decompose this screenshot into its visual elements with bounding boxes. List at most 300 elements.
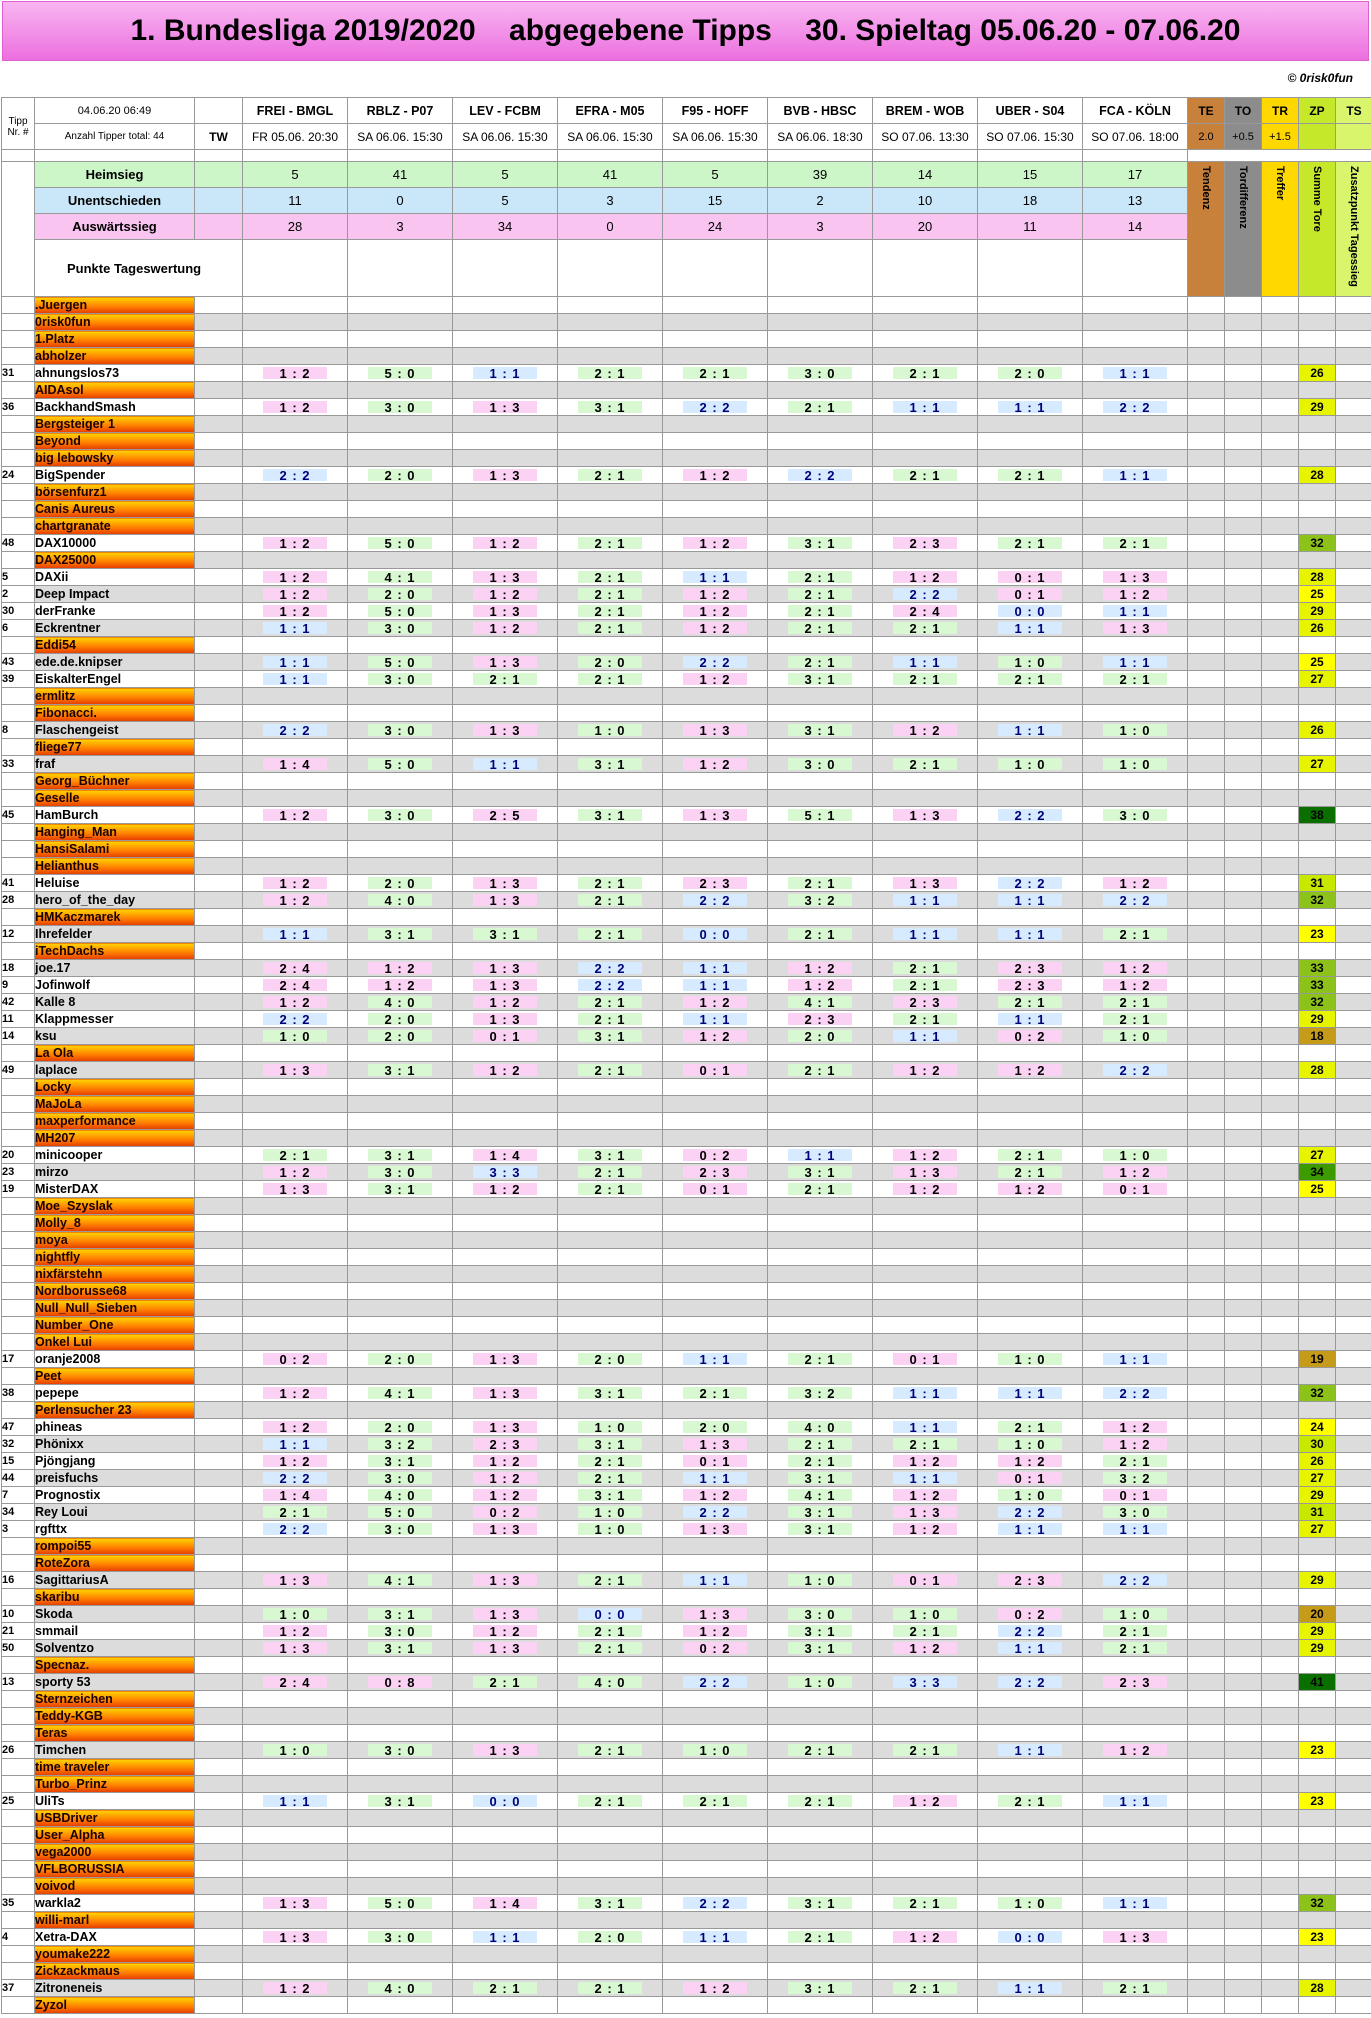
tipp-number: [2, 1079, 35, 1096]
tip-cell: [558, 1300, 663, 1317]
tip-cell: [873, 1997, 978, 2014]
tip-cell: [768, 1368, 873, 1385]
count-unentschieden: 11: [243, 188, 348, 214]
summe-tore-value: 27: [1299, 1470, 1336, 1487]
tip-score: 0 : 1: [683, 1064, 747, 1076]
player-row: [2, 1912, 1371, 1929]
tip-cell: [348, 994, 453, 1011]
tip-cell: [873, 1759, 978, 1776]
player-name: nixfärstehn: [35, 1266, 195, 1283]
tip-cell: [768, 331, 873, 348]
tip-cell: [978, 1402, 1083, 1419]
tipp-number: [2, 858, 35, 875]
extra-label: [1299, 162, 1336, 297]
tip-cell: [348, 552, 453, 569]
tip-cell: [978, 603, 1083, 620]
tip-score: 1 : 2: [683, 622, 747, 634]
tip-cell: [558, 688, 663, 705]
tip-cell: [453, 637, 558, 654]
tip-cell: [558, 1878, 663, 1895]
tip-cell: [1083, 1181, 1188, 1198]
tip-cell: [978, 1198, 1083, 1215]
summe-tore-value: 28: [1299, 569, 1336, 586]
tip-cell: [1083, 1844, 1188, 1861]
tip-cell: [768, 1640, 873, 1657]
tip-cell: [1083, 1776, 1188, 1793]
tipp-number: 5: [2, 569, 35, 586]
player-name: ede.de.knipser: [35, 654, 195, 671]
tip-score: 1 : 2: [893, 1183, 957, 1195]
tip-cell: [348, 1283, 453, 1300]
tip-cell: [663, 1113, 768, 1130]
player-row: [2, 518, 1371, 535]
tipp-number: [2, 1555, 35, 1572]
tip-cell: [873, 1776, 978, 1793]
tip-cell: [663, 1606, 768, 1623]
tip-score: 0 : 1: [893, 1353, 957, 1365]
player-row: [2, 1538, 1371, 1555]
tip-cell: [663, 1759, 768, 1776]
tip-cell: [243, 1572, 348, 1589]
tip-cell: [348, 399, 453, 416]
summe-tore-value: 19: [1299, 1351, 1336, 1368]
player-name: joe.17: [35, 960, 195, 977]
tip-cell: [348, 1470, 453, 1487]
tip-cell: [978, 1300, 1083, 1317]
tip-cell: [348, 1674, 453, 1691]
tip-cell: [873, 1708, 978, 1725]
tip-cell: [663, 1436, 768, 1453]
tip-cell: [558, 1351, 663, 1368]
tip-cell: [1083, 1895, 1188, 1912]
player-row: [2, 1878, 1371, 1895]
player-row: [2, 1436, 1371, 1453]
count-unentschieden: 15: [663, 188, 768, 214]
tip-score: 1 : 1: [263, 656, 327, 668]
tip-cell: [348, 1521, 453, 1538]
tip-cell: [873, 1572, 978, 1589]
tip-cell: [348, 1572, 453, 1589]
tip-cell: [873, 1266, 978, 1283]
player-name: Teddy-KGB: [35, 1708, 195, 1725]
player-row: [2, 1164, 1371, 1181]
player-row: [2, 858, 1371, 875]
tip-cell: [348, 1164, 453, 1181]
tip-cell: [348, 892, 453, 909]
tip-score: 3 : 1: [578, 1489, 642, 1501]
tip-cell: [978, 1776, 1083, 1793]
tip-cell: [1083, 909, 1188, 926]
player-name: willi-marl: [35, 1912, 195, 1929]
tip-cell: [243, 1283, 348, 1300]
tip-cell: [768, 1215, 873, 1232]
tip-cell: [1083, 654, 1188, 671]
player-name: Beyond: [35, 433, 195, 450]
tip-cell: [663, 688, 768, 705]
legend-auswaertssieg: Auswärtssieg: [35, 214, 195, 240]
tip-cell: [873, 484, 978, 501]
tipp-number: 12: [2, 926, 35, 943]
tip-score: 3 : 3: [473, 1166, 537, 1178]
tip-cell: [348, 1045, 453, 1062]
tip-cell: [873, 671, 978, 688]
tip-cell: [768, 1504, 873, 1521]
player-name: maxperformance: [35, 1113, 195, 1130]
player-name: Moe_Szyslak: [35, 1198, 195, 1215]
tipp-number: [2, 1198, 35, 1215]
tip-cell: [243, 1538, 348, 1555]
tip-cell: [768, 790, 873, 807]
player-row: [2, 1691, 1371, 1708]
tip-cell: [978, 688, 1083, 705]
tip-cell: [243, 399, 348, 416]
player-row: [2, 1215, 1371, 1232]
player-name: sporty 53: [35, 1674, 195, 1691]
tip-cell: [558, 1963, 663, 1980]
tip-cell: [1083, 1385, 1188, 1402]
tip-cell: [663, 501, 768, 518]
match-name: FREI - BMGL: [243, 98, 348, 124]
tip-cell: [348, 1623, 453, 1640]
tip-score: 1 : 2: [893, 1931, 957, 1943]
player-row: [2, 1929, 1371, 1946]
tip-score: 0 : 0: [998, 605, 1062, 617]
tip-cell: [663, 1215, 768, 1232]
tip-score: 3 : 2: [788, 894, 852, 906]
tip-score: 2 : 1: [893, 1982, 957, 1994]
tipp-number: 8: [2, 722, 35, 739]
tip-cell: [978, 994, 1083, 1011]
tip-score: 1 : 3: [473, 877, 537, 889]
player-row: [2, 603, 1371, 620]
player-row: [2, 807, 1371, 824]
tip-cell: [348, 1096, 453, 1113]
tipp-number: 20: [2, 1147, 35, 1164]
tip-cell: [558, 331, 663, 348]
tip-score: 2 : 4: [263, 1676, 327, 1688]
tip-cell: [978, 1691, 1083, 1708]
tip-cell: [978, 433, 1083, 450]
extra-label: [1225, 162, 1262, 297]
tip-cell: [978, 1912, 1083, 1929]
tip-cell: [663, 654, 768, 671]
summe-tore-value: 27: [1299, 1521, 1336, 1538]
tip-cell: [768, 841, 873, 858]
tip-cell: [978, 926, 1083, 943]
tip-score: 2 : 1: [893, 1897, 957, 1909]
tip-cell: [453, 1045, 558, 1062]
tip-cell: [348, 1419, 453, 1436]
tip-cell: [558, 1844, 663, 1861]
tip-score: 2 : 1: [893, 1438, 957, 1450]
tip-cell: [873, 926, 978, 943]
tip-cell: [1083, 569, 1188, 586]
tip-score: 1 : 2: [683, 1030, 747, 1042]
tip-score: 1 : 2: [893, 1523, 957, 1535]
summe-tore-value: 41: [1299, 1674, 1336, 1691]
tip-cell: [348, 518, 453, 535]
extra-vertical-label: Tendenz: [1200, 166, 1212, 210]
player-name: HMKaczmarek: [35, 909, 195, 926]
tip-cell: [348, 960, 453, 977]
summe-tore-value: 26: [1299, 620, 1336, 637]
tip-cell: [978, 1793, 1083, 1810]
tip-score: 1 : 1: [998, 1642, 1062, 1654]
tip-cell: [243, 1266, 348, 1283]
tip-score: 1 : 2: [473, 622, 537, 634]
tipp-number: [2, 705, 35, 722]
tip-score: 0 : 1: [473, 1030, 537, 1042]
tip-score: 1 : 2: [998, 1455, 1062, 1467]
tip-cell: [453, 1266, 558, 1283]
tip-cell: [348, 450, 453, 467]
tipp-number: 7: [2, 1487, 35, 1504]
tip-cell: [243, 1215, 348, 1232]
tip-score: 3 : 0: [368, 809, 432, 821]
tip-cell: [1083, 1963, 1188, 1980]
tipp-number: [2, 1861, 35, 1878]
tip-cell: [978, 1674, 1083, 1691]
player-name: vega2000: [35, 1844, 195, 1861]
summe-tore-value: 30: [1299, 1436, 1336, 1453]
tip-cell: [1083, 1113, 1188, 1130]
tip-score: 1 : 2: [473, 1625, 537, 1637]
tip-cell: [348, 1997, 453, 2014]
tip-cell: [1083, 1946, 1188, 1963]
player-name: MaJoLa: [35, 1096, 195, 1113]
player-name: EiskalterEngel: [35, 671, 195, 688]
tip-score: 3 : 3: [893, 1676, 957, 1688]
summe-tore-value: 23: [1299, 1742, 1336, 1759]
tip-score: 1 : 1: [1103, 367, 1167, 379]
tip-cell: [978, 450, 1083, 467]
tipp-number: [2, 841, 35, 858]
tip-score: 3 : 0: [368, 1166, 432, 1178]
tip-cell: [873, 1844, 978, 1861]
tip-score: 1 : 2: [473, 996, 537, 1008]
tipp-number: [2, 1249, 35, 1266]
player-row: [2, 620, 1371, 637]
tip-cell: [1083, 399, 1188, 416]
tip-cell: [873, 1623, 978, 1640]
tip-cell: [663, 433, 768, 450]
tip-score: 4 : 1: [788, 996, 852, 1008]
player-name: minicooper: [35, 1147, 195, 1164]
tip-cell: [978, 1759, 1083, 1776]
tip-score: 2 : 1: [893, 622, 957, 634]
tip-cell: [663, 620, 768, 637]
tipp-number: [2, 1997, 35, 2014]
tip-cell: [348, 688, 453, 705]
tip-score: 1 : 3: [1103, 1931, 1167, 1943]
player-row: [2, 382, 1371, 399]
tip-cell: [768, 1827, 873, 1844]
player-row: [2, 569, 1371, 586]
player-name: big lebowsky: [35, 450, 195, 467]
tip-cell: [453, 1453, 558, 1470]
tip-cell: [1083, 1130, 1188, 1147]
player-row: [2, 960, 1371, 977]
player-name: Fibonacci.: [35, 705, 195, 722]
tip-score: 1 : 2: [683, 1489, 747, 1501]
tip-cell: [558, 1079, 663, 1096]
tip-score: 1 : 2: [998, 1183, 1062, 1195]
tip-cell: [243, 705, 348, 722]
tip-cell: [768, 399, 873, 416]
tip-score: 2 : 1: [683, 367, 747, 379]
tip-score: 1 : 3: [1103, 622, 1167, 634]
tip-score: 3 : 0: [1103, 1506, 1167, 1518]
player-row: [2, 450, 1371, 467]
player-name: Turbo_Prinz: [35, 1776, 195, 1793]
tipp-number: 23: [2, 1164, 35, 1181]
tipp-number: 49: [2, 1062, 35, 1079]
tip-score: 0 : 1: [1103, 1489, 1167, 1501]
tip-cell: [558, 620, 663, 637]
tip-score: 1 : 3: [473, 1574, 537, 1586]
tip-score: 2 : 1: [683, 1387, 747, 1399]
tip-score: 1 : 2: [893, 1642, 957, 1654]
tip-score: 5 : 0: [368, 605, 432, 617]
tip-score: 2 : 4: [893, 605, 957, 617]
tip-cell: [453, 1147, 558, 1164]
tip-score: 2 : 2: [263, 724, 327, 736]
tip-cell: [348, 1266, 453, 1283]
tip-cell: [663, 858, 768, 875]
tipp-number: 31: [2, 365, 35, 382]
tip-score: 1 : 0: [263, 1608, 327, 1620]
tip-cell: [873, 365, 978, 382]
tip-cell: [1083, 875, 1188, 892]
tip-cell: [243, 603, 348, 620]
tip-score: 1 : 3: [893, 877, 957, 889]
tip-cell: [453, 994, 558, 1011]
tip-cell: [768, 518, 873, 535]
summe-tore-value: 29: [1299, 1487, 1336, 1504]
player-row: [2, 773, 1371, 790]
tipp-number: 35: [2, 1895, 35, 1912]
tipp-number: 26: [2, 1742, 35, 1759]
tip-cell: [663, 1674, 768, 1691]
tip-score: 1 : 3: [683, 1438, 747, 1450]
tip-cell: [768, 1232, 873, 1249]
tip-cell: [663, 603, 768, 620]
tip-cell: [768, 620, 873, 637]
tip-cell: [558, 1623, 663, 1640]
tip-cell: [453, 467, 558, 484]
player-row: [2, 1827, 1371, 1844]
tip-score: 1 : 3: [683, 724, 747, 736]
tip-cell: [768, 603, 873, 620]
tip-cell: [873, 1640, 978, 1657]
tip-cell: [978, 705, 1083, 722]
tip-cell: [453, 1079, 558, 1096]
tipp-number: [2, 348, 35, 365]
tip-cell: [768, 1895, 873, 1912]
summe-tore-value: 27: [1299, 1147, 1336, 1164]
tip-cell: [558, 1521, 663, 1538]
tip-cell: [453, 331, 558, 348]
tip-cell: [873, 297, 978, 314]
tip-score: 3 : 1: [578, 1030, 642, 1042]
summe-tore-value: 25: [1299, 654, 1336, 671]
player-name: Peet: [35, 1368, 195, 1385]
tip-cell: [243, 1742, 348, 1759]
tip-score: 2 : 1: [1103, 673, 1167, 685]
player-row: [2, 1028, 1371, 1045]
tip-cell: [243, 909, 348, 926]
tip-cell: [873, 1079, 978, 1096]
tip-cell: [1083, 1674, 1188, 1691]
tip-cell: [663, 399, 768, 416]
tip-cell: [558, 416, 663, 433]
tip-score: 2 : 1: [578, 1013, 642, 1025]
tipp-number: [2, 501, 35, 518]
tip-cell: [1083, 1147, 1188, 1164]
count-heimsieg: 5: [243, 162, 348, 188]
tip-cell: [453, 790, 558, 807]
tip-cell: [348, 331, 453, 348]
tip-cell: [663, 1572, 768, 1589]
tip-cell: [558, 1334, 663, 1351]
tip-cell: [1083, 1215, 1188, 1232]
tip-cell: [558, 943, 663, 960]
tip-cell: [453, 1419, 558, 1436]
tip-score: 0 : 1: [998, 571, 1062, 583]
tip-score: 2 : 0: [368, 1421, 432, 1433]
tip-cell: [243, 892, 348, 909]
tip-cell: [243, 960, 348, 977]
count-heimsieg: 41: [558, 162, 663, 188]
tip-cell: [663, 1402, 768, 1419]
tip-cell: [558, 297, 663, 314]
tip-cell: [663, 1453, 768, 1470]
player-name: Zitroneneis: [35, 1980, 195, 1997]
tip-cell: [348, 535, 453, 552]
tip-cell: [243, 1300, 348, 1317]
tip-score: 2 : 1: [578, 469, 642, 481]
tip-cell: [1083, 518, 1188, 535]
tip-score: 2 : 2: [263, 469, 327, 481]
player-row: [2, 1232, 1371, 1249]
tip-cell: [348, 1980, 453, 1997]
tip-cell: [768, 1793, 873, 1810]
player-row: [2, 943, 1371, 960]
tip-cell: [348, 637, 453, 654]
tip-cell: [663, 1912, 768, 1929]
tip-cell: [768, 637, 873, 654]
tip-cell: [663, 1249, 768, 1266]
tip-cell: [1083, 1521, 1188, 1538]
tip-score: 1 : 0: [998, 758, 1062, 770]
player-row: [2, 756, 1371, 773]
tip-cell: [348, 1861, 453, 1878]
tip-cell: [1083, 1759, 1188, 1776]
tip-cell: [663, 1793, 768, 1810]
tip-cell: [873, 1419, 978, 1436]
tip-cell: [243, 1861, 348, 1878]
tip-cell: [453, 1504, 558, 1521]
extra-value: +1.5: [1262, 124, 1299, 150]
tip-cell: [978, 1878, 1083, 1895]
tip-score: 1 : 0: [1103, 758, 1167, 770]
tip-score: 1 : 2: [1103, 1421, 1167, 1433]
tip-cell: [873, 501, 978, 518]
tip-score: 2 : 1: [998, 996, 1062, 1008]
tip-cell: [978, 1079, 1083, 1096]
tip-cell: [873, 1130, 978, 1147]
player-row: [2, 1096, 1371, 1113]
